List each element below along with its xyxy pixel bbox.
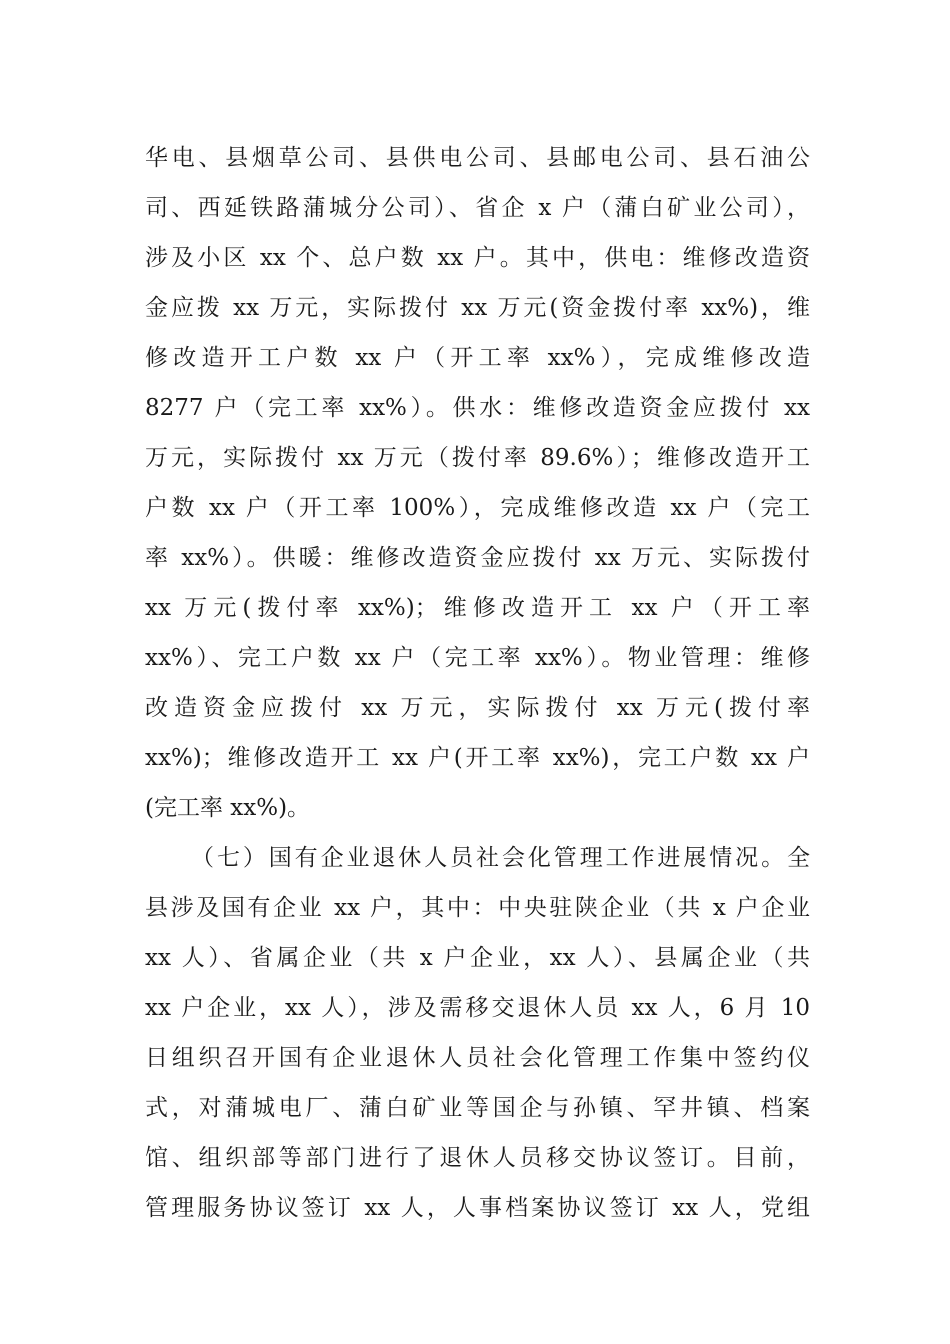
text-line: xx 万元(拨付率 xx%)；维修改造开工 xx 户（开工率 xyxy=(145,595,810,621)
text-line: 日组织召开国有企业退休人员社会化管理工作集中签约仪 xyxy=(145,1045,810,1071)
text-line: xx%）、完工户数 xx 户（完工率 xx%）。物业管理：维修 xyxy=(145,645,810,671)
text-line: xx%)；维修改造开工 xx 户(开工率 xx%)，完工户数 xx 户 xyxy=(145,745,810,771)
text-line: 户数 xx 户（开工率 100%），完成维修改造 xx 户（完工 xyxy=(145,495,810,521)
text-line: 改造资金应拨付 xx 万元，实际拨付 xx 万元(拨付率 xyxy=(145,695,810,721)
text-line: 修改造开工户数 xx 户（开工率 xx%），完成维修改造 xyxy=(145,345,810,371)
text-line: xx 人）、省属企业（共 x 户企业，xx 人）、县属企业（共 xyxy=(145,945,810,971)
text-line: 管理服务协议签订 xx 人，人事档案协议签订 xx 人，党组 xyxy=(145,1195,810,1221)
text-line: 式，对蒲城电厂、蒲白矿业等国企与孙镇、罕井镇、档案 xyxy=(145,1095,810,1121)
text-line: 涉及小区 xx 个、总户数 xx 户。其中，供电：维修改造资 xyxy=(145,245,810,271)
paragraph-retiree-management xyxy=(145,833,810,1233)
text-line: 馆、组织部等部门进行了退休人员移交协议签订。目前， xyxy=(145,1145,810,1171)
paragraph-housing-renovation xyxy=(145,133,810,833)
text-line: 县涉及国有企业 xx 户，其中：中央驻陕企业（共 x 户企业 xyxy=(145,895,810,921)
text-line: 华电、县烟草公司、县供电公司、县邮电公司、县石油公 xyxy=(145,145,810,171)
text-line: 8277 户（完工率 xx%）。供水：维修改造资金应拨付 xx xyxy=(145,395,810,421)
text-line: （七）国有企业退休人员社会化管理工作进展情况。全 xyxy=(191,845,810,871)
text-line: 司、西延铁路蒲城分公司）、省企 x 户（蒲白矿业公司）， xyxy=(145,195,810,221)
text-line: 万元，实际拨付 xx 万元（拨付率 89.6%）；维修改造开工 xyxy=(145,445,810,471)
document-body xyxy=(145,133,810,1233)
text-line: (完工率 xx%)。 xyxy=(145,795,311,821)
text-line: 率 xx%）。供暖：维修改造资金应拨付 xx 万元、实际拨付 xyxy=(145,545,810,571)
text-line: xx 户企业，xx 人），涉及需移交退休人员 xx 人，6 月 10 xyxy=(145,995,810,1021)
text-line: 金应拨 xx 万元，实际拨付 xx 万元(资金拨付率 xx%)，维 xyxy=(145,295,810,321)
